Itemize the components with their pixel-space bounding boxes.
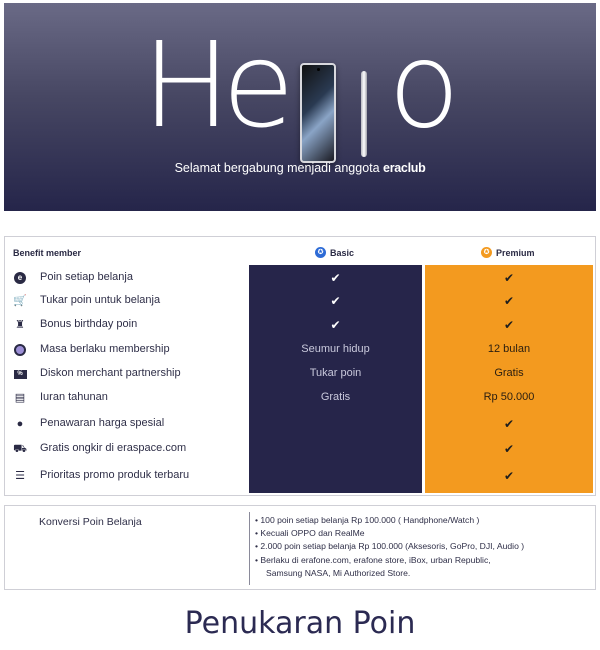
- checkmark-icon: ✔: [503, 469, 515, 483]
- conversion-list: [255, 514, 524, 580]
- premium-value: [425, 271, 593, 285]
- piggy-bank-icon: ●: [16, 418, 24, 430]
- benefit-row: [5, 338, 597, 362]
- basic-value: [249, 294, 422, 308]
- benefit-row: [5, 289, 597, 313]
- coin-icon: e: [13, 271, 27, 285]
- welcome-message: Selamat bergabung menjadi anggota: [174, 161, 384, 175]
- premium-value: [425, 469, 593, 483]
- hello-letter-o: o: [388, 16, 461, 154]
- premium-value: [425, 367, 593, 379]
- basic-value: [249, 343, 422, 355]
- benefit-label: Iuran tahunan: [40, 391, 108, 403]
- basic-value: [249, 318, 422, 332]
- hello-letter-h: H: [142, 16, 231, 154]
- benefit-label: Penawaran harga spesial: [40, 417, 165, 429]
- benefit-label: Bonus birthday poin: [40, 318, 138, 330]
- checkmark-icon: ✔: [503, 294, 515, 308]
- basic-value-text: Tukar poin: [309, 367, 362, 379]
- basic-tier-header: [315, 247, 354, 258]
- premium-value: [425, 294, 593, 308]
- basic-value: [249, 271, 422, 285]
- list-icon: ☰: [15, 470, 25, 482]
- premium-value-text: Gratis: [494, 367, 524, 379]
- premium-value: [425, 343, 593, 355]
- hello-wordmark: [4, 16, 596, 154]
- checkmark-icon: ✔: [330, 318, 341, 332]
- checkmark-icon: ✔: [503, 271, 515, 285]
- premium-badge-icon: ✪: [481, 247, 492, 258]
- clock-icon: [13, 343, 27, 357]
- premium-tier-label: Premium: [496, 247, 535, 258]
- benefit-label: Diskon merchant partnership: [40, 367, 181, 379]
- benefit-label: Gratis ongkir di eraspace.com: [40, 442, 187, 454]
- conversion-divider: [249, 512, 250, 585]
- checkmark-icon: ✔: [503, 442, 515, 456]
- benefit-header: Benefit member: [13, 248, 82, 258]
- wallet-icon: ▤: [14, 392, 26, 404]
- basic-badge-icon: ✪: [315, 247, 326, 258]
- checkmark-icon: ✔: [330, 271, 341, 285]
- benefit-row: [5, 412, 597, 436]
- stylus-image: [361, 71, 367, 157]
- checkmark-icon: ✔: [330, 294, 341, 308]
- welcome-text: [4, 161, 596, 175]
- premium-value-text: Rp 50.000: [483, 391, 535, 403]
- basic-value-text: Gratis: [320, 391, 351, 403]
- benefit-row: [5, 266, 597, 290]
- conversion-line: Samsung NASA, Mi Authorized Store.: [266, 567, 411, 578]
- basic-value: [249, 391, 422, 403]
- hero-banner: [4, 3, 596, 211]
- truck-icon: ⛟: [13, 443, 27, 455]
- benefit-label: Masa berlaku membership: [40, 343, 170, 355]
- benefit-table: [4, 236, 596, 496]
- benefit-label: Prioritas promo produk terbaru: [40, 469, 190, 481]
- section-title: Penukaran Poin: [184, 606, 416, 641]
- premium-value-text: 12 bulan: [487, 343, 531, 355]
- premium-tier-header: [481, 247, 535, 258]
- cart-icon: 🛒: [13, 295, 27, 307]
- checkmark-icon: ✔: [503, 417, 515, 431]
- conversion-line: • 2.000 poin setiap belanja Rp 100.000 (Aksesoris, GoPro, DJI, Audio ): [255, 541, 525, 552]
- premium-value: [425, 442, 593, 456]
- benefit-row: [5, 437, 597, 461]
- premium-value: [425, 391, 593, 403]
- benefit-label: Tukar poin untuk belanja: [40, 294, 161, 306]
- basic-value-text: Seumur hidup: [301, 343, 370, 355]
- conversion-line: • Berlaku di erafone.com, erafone store, iBox, urban Republic,: [255, 554, 491, 565]
- phone-image: [300, 63, 336, 163]
- discount-tag-icon: %: [13, 367, 27, 381]
- premium-value: [425, 417, 593, 431]
- hello-letter-e: e: [222, 16, 295, 154]
- eraclub-logo: eraclub: [383, 161, 426, 175]
- benefit-row: [5, 464, 597, 488]
- premium-value: [425, 318, 593, 332]
- benefit-row: [5, 386, 597, 410]
- checkmark-icon: ✔: [503, 318, 515, 332]
- cake-icon: ♜: [15, 319, 25, 331]
- basic-value: [249, 367, 422, 379]
- conversion-box: [4, 505, 596, 590]
- conversion-label: Konversi Poin Belanja: [39, 516, 142, 528]
- benefit-row: [5, 313, 597, 337]
- conversion-line: • 100 poin setiap belanja Rp 100.000 ( Handphone/Watch ): [255, 515, 480, 525]
- conversion-line: • Kecuali OPPO dan RealMe: [255, 528, 365, 539]
- basic-tier-label: Basic: [330, 247, 355, 258]
- benefit-row: [5, 362, 597, 386]
- benefit-label: Poin setiap belanja: [40, 271, 133, 283]
